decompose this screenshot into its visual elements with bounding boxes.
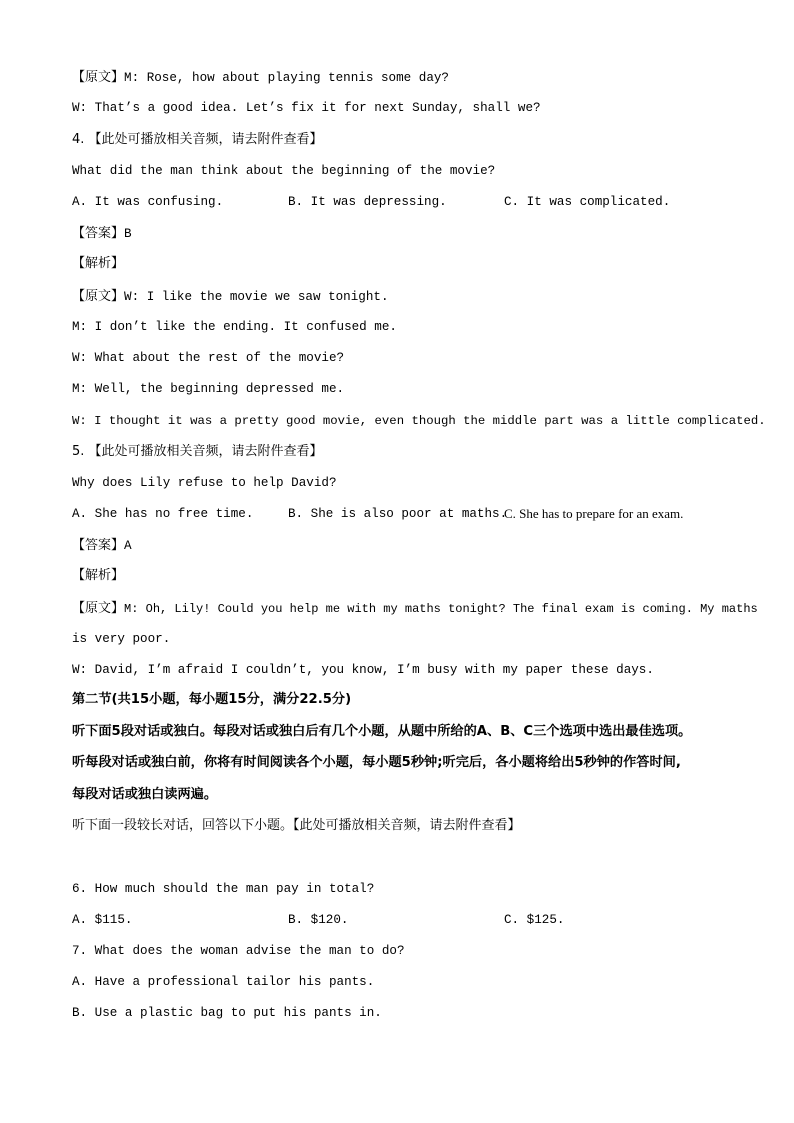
q4-option-a: A. It was confusing. [72, 195, 224, 209]
section-2-instruction-1: 听下面5段对话或独白。每段对话或独白后有几个小题，从题中所给的A、B、C三个选项中选出最佳选项。 [72, 724, 692, 739]
q3-original-line-1 [72, 68, 449, 87]
original-tag: 【原文】 [72, 70, 125, 85]
q5-original-line-1 [72, 599, 758, 618]
q7-question: 7. What does the woman advise the man to do? [72, 944, 405, 958]
q6-option-b: B. $120. [288, 913, 349, 927]
q5-original-line-2: is very poor. [72, 632, 171, 646]
q7-option-b: B. Use a plastic bag to put his pants in. [72, 1006, 382, 1020]
q4-original-line-5: W: I thought it was a pretty good movie, even though the middle part was a little complicated. [72, 414, 766, 428]
q4-original-line-4: M: Well, the beginning depressed me. [72, 382, 345, 396]
q7-option-a: A. Have a professional tailor his pants. [72, 975, 375, 989]
q5-option-b: B. She is also poor at maths. [288, 507, 508, 521]
section-2-listen-note: 听下面一段较长对话，回答以下小题。【此处可播放相关音频，请去附件查看】 [72, 818, 521, 833]
q3-original-line-2: W: That’s a good idea. Let’s fix it for next Sunday, shall we? [72, 101, 541, 115]
section-2-instruction-3: 每段对话或独白读两遍。 [72, 787, 218, 802]
q5-option-a: A. She has no free time. [72, 507, 254, 521]
section-2-title: 第二节(共15小题，每小题15分，满分22.5分) [72, 692, 352, 707]
original-tag: 【原文】 [72, 601, 125, 616]
q6-option-c: C. $125. [504, 913, 565, 927]
q4-option-b: B. It was depressing. [288, 195, 447, 209]
answer-value: A [124, 539, 132, 553]
dialogue-text: M: Oh, Lily! Could you help me with my maths tonight? The final exam is coming. My maths [124, 602, 758, 616]
answer-value: B [124, 227, 132, 241]
q5-answer [72, 536, 132, 555]
q4-answer [72, 224, 132, 243]
q5-original-line-3: W: David, I’m afraid I couldn’t, you know, I’m busy with my paper these days. [72, 663, 654, 677]
q4-original-line-2: M: I don’t like the ending. It confused me. [72, 320, 397, 334]
q5-question: Why does Lily refuse to help David? [72, 476, 337, 490]
q4-question: What did the man think about the beginning of the movie? [72, 164, 496, 178]
q4-option-c: C. It was complicated. [504, 195, 671, 209]
dialogue-text: W: I like the movie we saw tonight. [124, 290, 389, 304]
q4-analysis-tag: 【解析】 [72, 256, 125, 271]
q6-option-a: A. $115. [72, 913, 133, 927]
original-tag: 【原文】 [72, 289, 125, 304]
dialogue-text: M: Rose, how about playing tennis some day? [124, 71, 449, 85]
q4-original-line-1 [72, 287, 389, 306]
answer-tag: 【答案】 [72, 538, 125, 553]
q4-original-line-3: W: What about the rest of the movie? [72, 351, 345, 365]
section-2-instruction-2: 听每段对话或独白前，你将有时间阅读各个小题，每小题5秒钟;听完后，各小题将给出5秒钟的作答时间, [72, 755, 681, 770]
q5-header: 5. 【此处可播放相关音频，请去附件查看】 [72, 444, 323, 459]
q5-option-c: C. She has to prepare for an exam. [504, 506, 684, 521]
answer-tag: 【答案】 [72, 226, 125, 241]
q5-analysis-tag: 【解析】 [72, 568, 125, 583]
q4-header: 4. 【此处可播放相关音频，请去附件查看】 [72, 132, 323, 147]
q6-question: 6. How much should the man pay in total? [72, 882, 375, 896]
